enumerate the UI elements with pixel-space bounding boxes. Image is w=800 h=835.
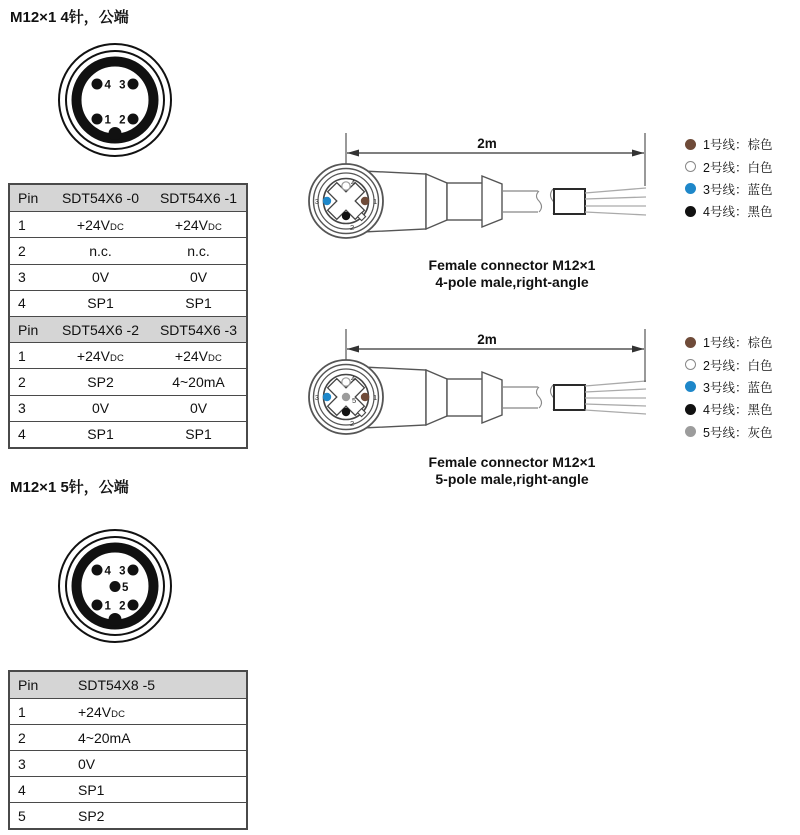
legend-item	[685, 331, 772, 353]
table-row	[10, 264, 246, 290]
wire-color-dot	[685, 426, 696, 437]
face-pin-dot-5	[342, 393, 350, 401]
table-cell: SP2	[78, 807, 105, 824]
subscript-dc: DC	[207, 352, 223, 364]
table-cell: SP1	[185, 426, 212, 443]
legend-text: 2号线：白色	[703, 358, 773, 373]
table-row	[10, 421, 246, 447]
wire-2	[585, 197, 646, 199]
table-cell: 1	[18, 703, 26, 720]
table-row	[10, 237, 246, 263]
legend-text: 1号线：棕色	[703, 138, 773, 153]
pin-dot-4	[92, 79, 103, 90]
table-cell: 1	[18, 347, 26, 364]
pin-dot-4	[92, 565, 103, 576]
wire-2	[585, 389, 646, 392]
face-pin-dot-2	[342, 212, 350, 220]
table-row	[10, 395, 246, 421]
face-pin-dot-4	[342, 182, 350, 190]
legend-item	[685, 398, 772, 420]
face-black-ring	[77, 62, 154, 139]
table-cell: 3	[18, 755, 26, 772]
column-header: SDT54X6 -0	[61, 190, 140, 207]
cable-break	[537, 191, 542, 212]
table-row	[10, 342, 246, 368]
pin-label-2: 2	[119, 600, 126, 613]
column-header: Pin	[18, 321, 39, 338]
wire-4	[585, 212, 646, 215]
table-cell: n.c.	[89, 242, 112, 259]
legend-item	[685, 178, 772, 200]
table-cell: 4	[18, 781, 26, 798]
wire-color-dot	[685, 381, 696, 392]
strain-relief	[482, 176, 502, 227]
connector-face-diagram-5pin	[57, 528, 173, 644]
legend-text: 4号线：黑色	[703, 403, 773, 418]
column-header: SDT54X6 -1	[159, 190, 238, 207]
table-cell: +24VDC	[76, 347, 125, 364]
face-pin-dot-1	[361, 393, 369, 401]
table-cell: +24VDC	[78, 703, 126, 720]
table-header-row	[10, 185, 246, 211]
section-heading-4pin: M12×1 4针，公端	[10, 9, 129, 26]
wire-color-dot	[685, 206, 696, 217]
pin-dot-3	[128, 79, 139, 90]
pin-label-5: 5	[122, 581, 129, 594]
pin-label-3: 3	[119, 79, 126, 92]
face-pin-dot-3	[323, 393, 331, 401]
face-pin-label-3: 3	[314, 393, 319, 402]
pinout-table-4pin	[8, 183, 248, 449]
table-cell: 4~20mA	[78, 729, 131, 746]
legend-text: 3号线：蓝色	[703, 380, 773, 395]
pin-label-4: 4	[104, 565, 111, 578]
subscript-dc: DC	[109, 221, 125, 233]
table-cell: n.c.	[187, 242, 210, 259]
table-row	[10, 776, 246, 802]
cable-caption-5pole	[392, 454, 632, 488]
pin-dot-1	[92, 600, 103, 611]
pin-dot-2	[128, 114, 139, 125]
dimension-label: 2m	[477, 332, 497, 347]
table-row	[10, 802, 246, 828]
table-cell: +24VDC	[174, 216, 223, 233]
legend-item	[685, 376, 772, 398]
table-cell: SP1	[78, 781, 105, 798]
pin-label-2: 2	[119, 114, 126, 127]
wire-1	[585, 188, 646, 193]
pin-label-1: 1	[104, 114, 111, 127]
table-cell: 0V	[91, 400, 110, 417]
strain-relief	[482, 372, 502, 423]
face-pin-dot-3	[323, 197, 331, 205]
face-pin-label-2: 2	[350, 223, 355, 232]
face-pin-label-1: 1	[373, 393, 378, 402]
legend-item	[685, 353, 772, 375]
pin-label-3: 3	[119, 565, 126, 578]
table-cell: 2	[18, 242, 26, 259]
caption-line1: Female connector M12×1	[428, 454, 596, 470]
face-pin-label-5: 5	[352, 396, 357, 405]
caption-line2: 4-pole male,right-angle	[435, 274, 589, 290]
table-row	[10, 698, 246, 724]
face-pin-label-1: 1	[373, 197, 378, 206]
wire-color-dot	[685, 161, 696, 172]
table-cell: 4~20mA	[172, 373, 225, 390]
column-header: Pin	[18, 677, 39, 693]
legend-item	[685, 155, 772, 177]
cable-break	[537, 387, 542, 408]
cable-caption-4pole	[392, 257, 632, 291]
face-pin-label-3: 3	[314, 197, 319, 206]
table-cell: 3	[18, 400, 26, 417]
table-header-row	[10, 672, 246, 698]
pin-label-4: 4	[104, 79, 111, 92]
table-cell: SP1	[87, 426, 114, 443]
legend-item	[685, 421, 772, 443]
face-pin-label-2: 2	[350, 419, 355, 428]
face-pin-label-4: 4	[351, 374, 356, 383]
legend-text: 1号线：棕色	[703, 336, 773, 351]
table-cell: SP2	[87, 373, 114, 390]
keying-notch	[109, 613, 122, 626]
table-cell: 3	[18, 269, 26, 286]
table-row	[10, 724, 246, 750]
legend-text: 5号线：灰色	[703, 425, 773, 440]
wire-5	[585, 410, 646, 414]
table-row	[10, 290, 246, 316]
table-row	[10, 368, 246, 394]
column-header: Pin	[18, 190, 39, 207]
legend-text: 2号线：白色	[703, 160, 773, 175]
table-cell: 0V	[78, 755, 96, 772]
table-cell: 5	[18, 807, 26, 824]
table-cell: 0V	[91, 269, 110, 286]
table-cell: SP1	[185, 295, 212, 312]
table-cell: 0V	[189, 269, 208, 286]
wire-color-dot	[685, 139, 696, 150]
caption-line1: Female connector M12×1	[428, 257, 596, 273]
table-cell: 4	[18, 426, 26, 443]
subscript-dc: DC	[207, 221, 223, 233]
pin-label-1: 1	[104, 600, 111, 613]
face-pin-dot-4	[342, 378, 350, 386]
pinout-table-5pin	[8, 670, 248, 830]
face-pin-dot-1	[361, 197, 369, 205]
column-header: SDT54X6 -2	[61, 321, 140, 338]
table-row	[10, 211, 246, 237]
pin-dot-3	[128, 565, 139, 576]
legend-text: 3号线：蓝色	[703, 182, 773, 197]
wire-color-dot	[685, 359, 696, 370]
subscript-dc: DC	[111, 708, 126, 720]
face-pin-label-4: 4	[351, 178, 356, 187]
pin-dot-5	[110, 581, 121, 592]
wire-color-legend-5pole	[685, 331, 772, 443]
table-cell: SP1	[87, 295, 114, 312]
table-cell: 4	[18, 295, 26, 312]
wire-1	[585, 381, 646, 386]
table-cell: +24VDC	[174, 347, 223, 364]
wire-color-dot	[685, 183, 696, 194]
table-cell: 2	[18, 373, 26, 390]
table-header-row	[10, 316, 246, 342]
table-cell: +24VDC	[76, 216, 125, 233]
cable-jacket-end	[554, 385, 585, 410]
column-header: SDT54X8 -5	[78, 677, 156, 693]
face-pin-dot-2	[342, 408, 350, 416]
pin-dot-1	[92, 114, 103, 125]
column-header: SDT54X6 -3	[159, 321, 238, 338]
subscript-dc: DC	[109, 352, 125, 364]
section-heading-5pin: M12×1 5针，公端	[10, 479, 129, 496]
pin-dot-2	[128, 600, 139, 611]
connector-face-diagram-4pin	[57, 42, 173, 158]
legend-text: 4号线：黑色	[703, 205, 773, 220]
caption-line2: 5-pole male,right-angle	[435, 471, 589, 487]
legend-item	[685, 200, 772, 222]
keying-notch	[109, 127, 122, 140]
wire-color-legend-4pole	[685, 133, 772, 223]
legend-item	[685, 133, 772, 155]
cable-jacket-end	[554, 189, 585, 214]
dimension-label: 2m	[477, 136, 497, 151]
table-cell: 0V	[189, 400, 208, 417]
table-cell: 2	[18, 729, 26, 746]
wire-4	[585, 404, 646, 406]
table-cell: 1	[18, 216, 26, 233]
wire-color-dot	[685, 337, 696, 348]
wire-color-dot	[685, 404, 696, 415]
table-row	[10, 750, 246, 776]
